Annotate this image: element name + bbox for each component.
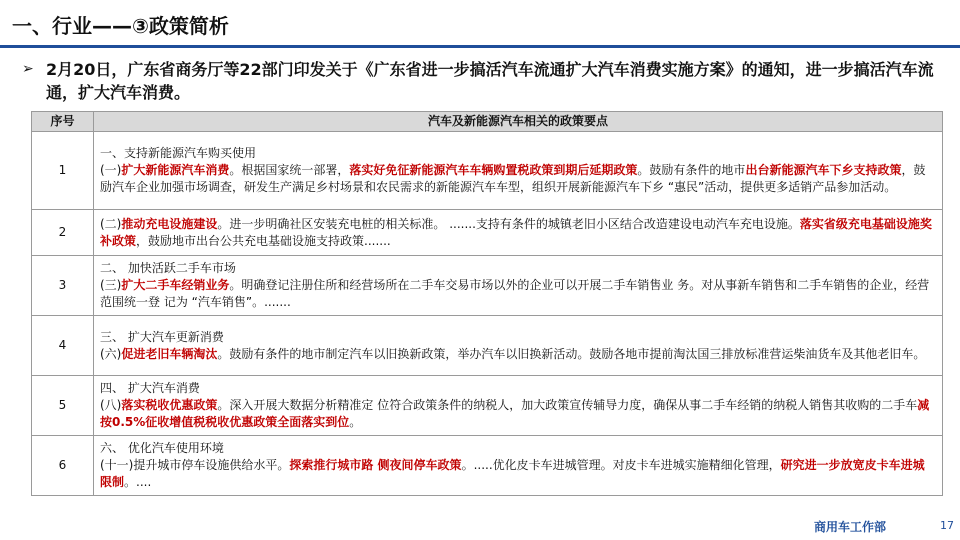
- highlighted-policy: 落实好免征新能源汽车车辆购置税政策到期后延期政策: [349, 163, 638, 177]
- policy-segment: ，鼓励汽车企业加强市场调查，研发生产满足乡村场景和农民需求的新能源汽车车型，组织开展新能源汽车下乡 “惠民”活动，提供更多适销产品参加活动。: [100, 163, 926, 194]
- policy-segment: (二): [100, 216, 122, 231]
- row-content: [94, 376, 943, 436]
- intro-bullet: [22, 58, 947, 104]
- policy-text: [100, 216, 936, 250]
- highlighted-policy: 推动充电设施建设: [121, 216, 218, 231]
- intro-text: 2月20日，广东省商务厅等22部门印发关于《广东省进一步搞活汽车流通扩大汽车消费实施方案》的通知，进一步搞活汽车流通，扩大汽车消费。: [46, 60, 934, 102]
- policy-segment: 。根据国家统一部署，: [229, 163, 350, 177]
- header-content: 汽车及新能源汽车相关的政策要点: [94, 112, 943, 132]
- highlighted-policy: 扩大新能源汽车消费: [121, 163, 230, 177]
- header-no: 序号: [32, 112, 94, 132]
- section-heading: 六、 优化汽车使用环境: [100, 441, 224, 455]
- policy-segment: 。明确登记注册住所和经营场所在二手车交易市场以外的企业可以开展二手车销售业 务。对从事新车销售和二手车销售的企业，经营范围统一登 记为 “汽车销售”。.......: [100, 278, 930, 309]
- highlighted-policy: 减按0.5%征收增值税税收优惠政策全面落实到位: [100, 398, 930, 429]
- row-content: [94, 316, 943, 376]
- row-number: 3: [32, 256, 94, 316]
- policy-segment: 。: [349, 415, 362, 429]
- policy-segment: (三): [100, 278, 122, 292]
- table-row: [32, 376, 943, 436]
- section-heading: 四、 扩大汽车消费: [100, 381, 200, 395]
- policy-segment: 。进一步明确社区安装充电桩的相关标准。 .......支持有条件的城镇老旧小区结合改造建设电动汽车充电设施。: [217, 216, 800, 231]
- row-number: 2: [32, 210, 94, 256]
- page-number: 17: [940, 519, 954, 532]
- policy-segment: 。....: [124, 475, 152, 489]
- section-heading: 三、 扩大汽车更新消费: [100, 329, 224, 344]
- row-content: [94, 256, 943, 316]
- policy-segment: ，鼓励地市出台公共充电基础设施支持政策.......: [136, 233, 391, 248]
- highlighted-policy: 促进老旧车辆淘汰: [121, 346, 218, 361]
- policy-text: [100, 277, 936, 311]
- highlighted-policy: 扩大二手车经销业务: [121, 278, 230, 292]
- table-row: [32, 210, 943, 256]
- policy-segment: 。鼓励有条件的地市: [637, 163, 746, 177]
- row-number: 1: [32, 132, 94, 210]
- policy-text: [100, 457, 936, 491]
- table-row: [32, 436, 943, 496]
- table-row: [32, 256, 943, 316]
- table-row: [32, 132, 943, 210]
- row-content: [94, 436, 943, 496]
- policy-segment: (一): [100, 163, 122, 177]
- highlighted-policy: 研究进一步放宽皮卡车进城限制: [100, 458, 925, 489]
- policy-table: [31, 111, 943, 496]
- highlighted-policy: 落实省级充电基础设施奖补政策: [100, 216, 932, 248]
- highlighted-policy: 落实税收优惠政策: [121, 398, 218, 412]
- highlighted-policy: 出台新能源汽车下乡支持政策: [745, 163, 902, 177]
- policy-segment: (十一)提升城市停车设施供给水平。: [100, 458, 290, 472]
- arrow-bullet-icon: ➢: [22, 61, 34, 77]
- policy-segment: (八): [100, 398, 122, 412]
- footer-department: 商用车工作部: [814, 520, 887, 534]
- section-heading: 一、支持新能源汽车购买使用: [100, 146, 257, 160]
- title-divider: [0, 45, 960, 48]
- page-title: 一、行业——③政策简析: [12, 14, 229, 38]
- policy-text: [100, 162, 936, 196]
- policy-segment: 。.....优化皮卡车进城管理。对皮卡车进城实施精细化管理，: [461, 458, 781, 472]
- row-number: 5: [32, 376, 94, 436]
- row-number: 4: [32, 316, 94, 376]
- table-row: [32, 316, 943, 376]
- policy-text: [100, 346, 936, 363]
- policy-segment: 。鼓励有条件的地市制定汽车以旧换新政策，举办汽车以旧换新活动。鼓励各地市提前淘汰国三排放标准营运柴油货车及其他老旧车。: [217, 346, 926, 361]
- section-heading: 二、 加快活跃二手车市场: [100, 261, 236, 275]
- policy-text: [100, 397, 936, 431]
- highlighted-policy: 探索推行城市路 侧夜间停车政策: [289, 458, 462, 472]
- table-header-row: [32, 112, 943, 132]
- row-number: 6: [32, 436, 94, 496]
- row-content: [94, 210, 943, 256]
- row-content: [94, 132, 943, 210]
- policy-segment: (六): [100, 346, 122, 361]
- policy-segment: 。深入开展大数据分析精准定 位符合政策条件的纳税人，加大政策宣传辅导力度，确保从事二手车经销的纳税人销售其收购的二手车: [217, 398, 918, 412]
